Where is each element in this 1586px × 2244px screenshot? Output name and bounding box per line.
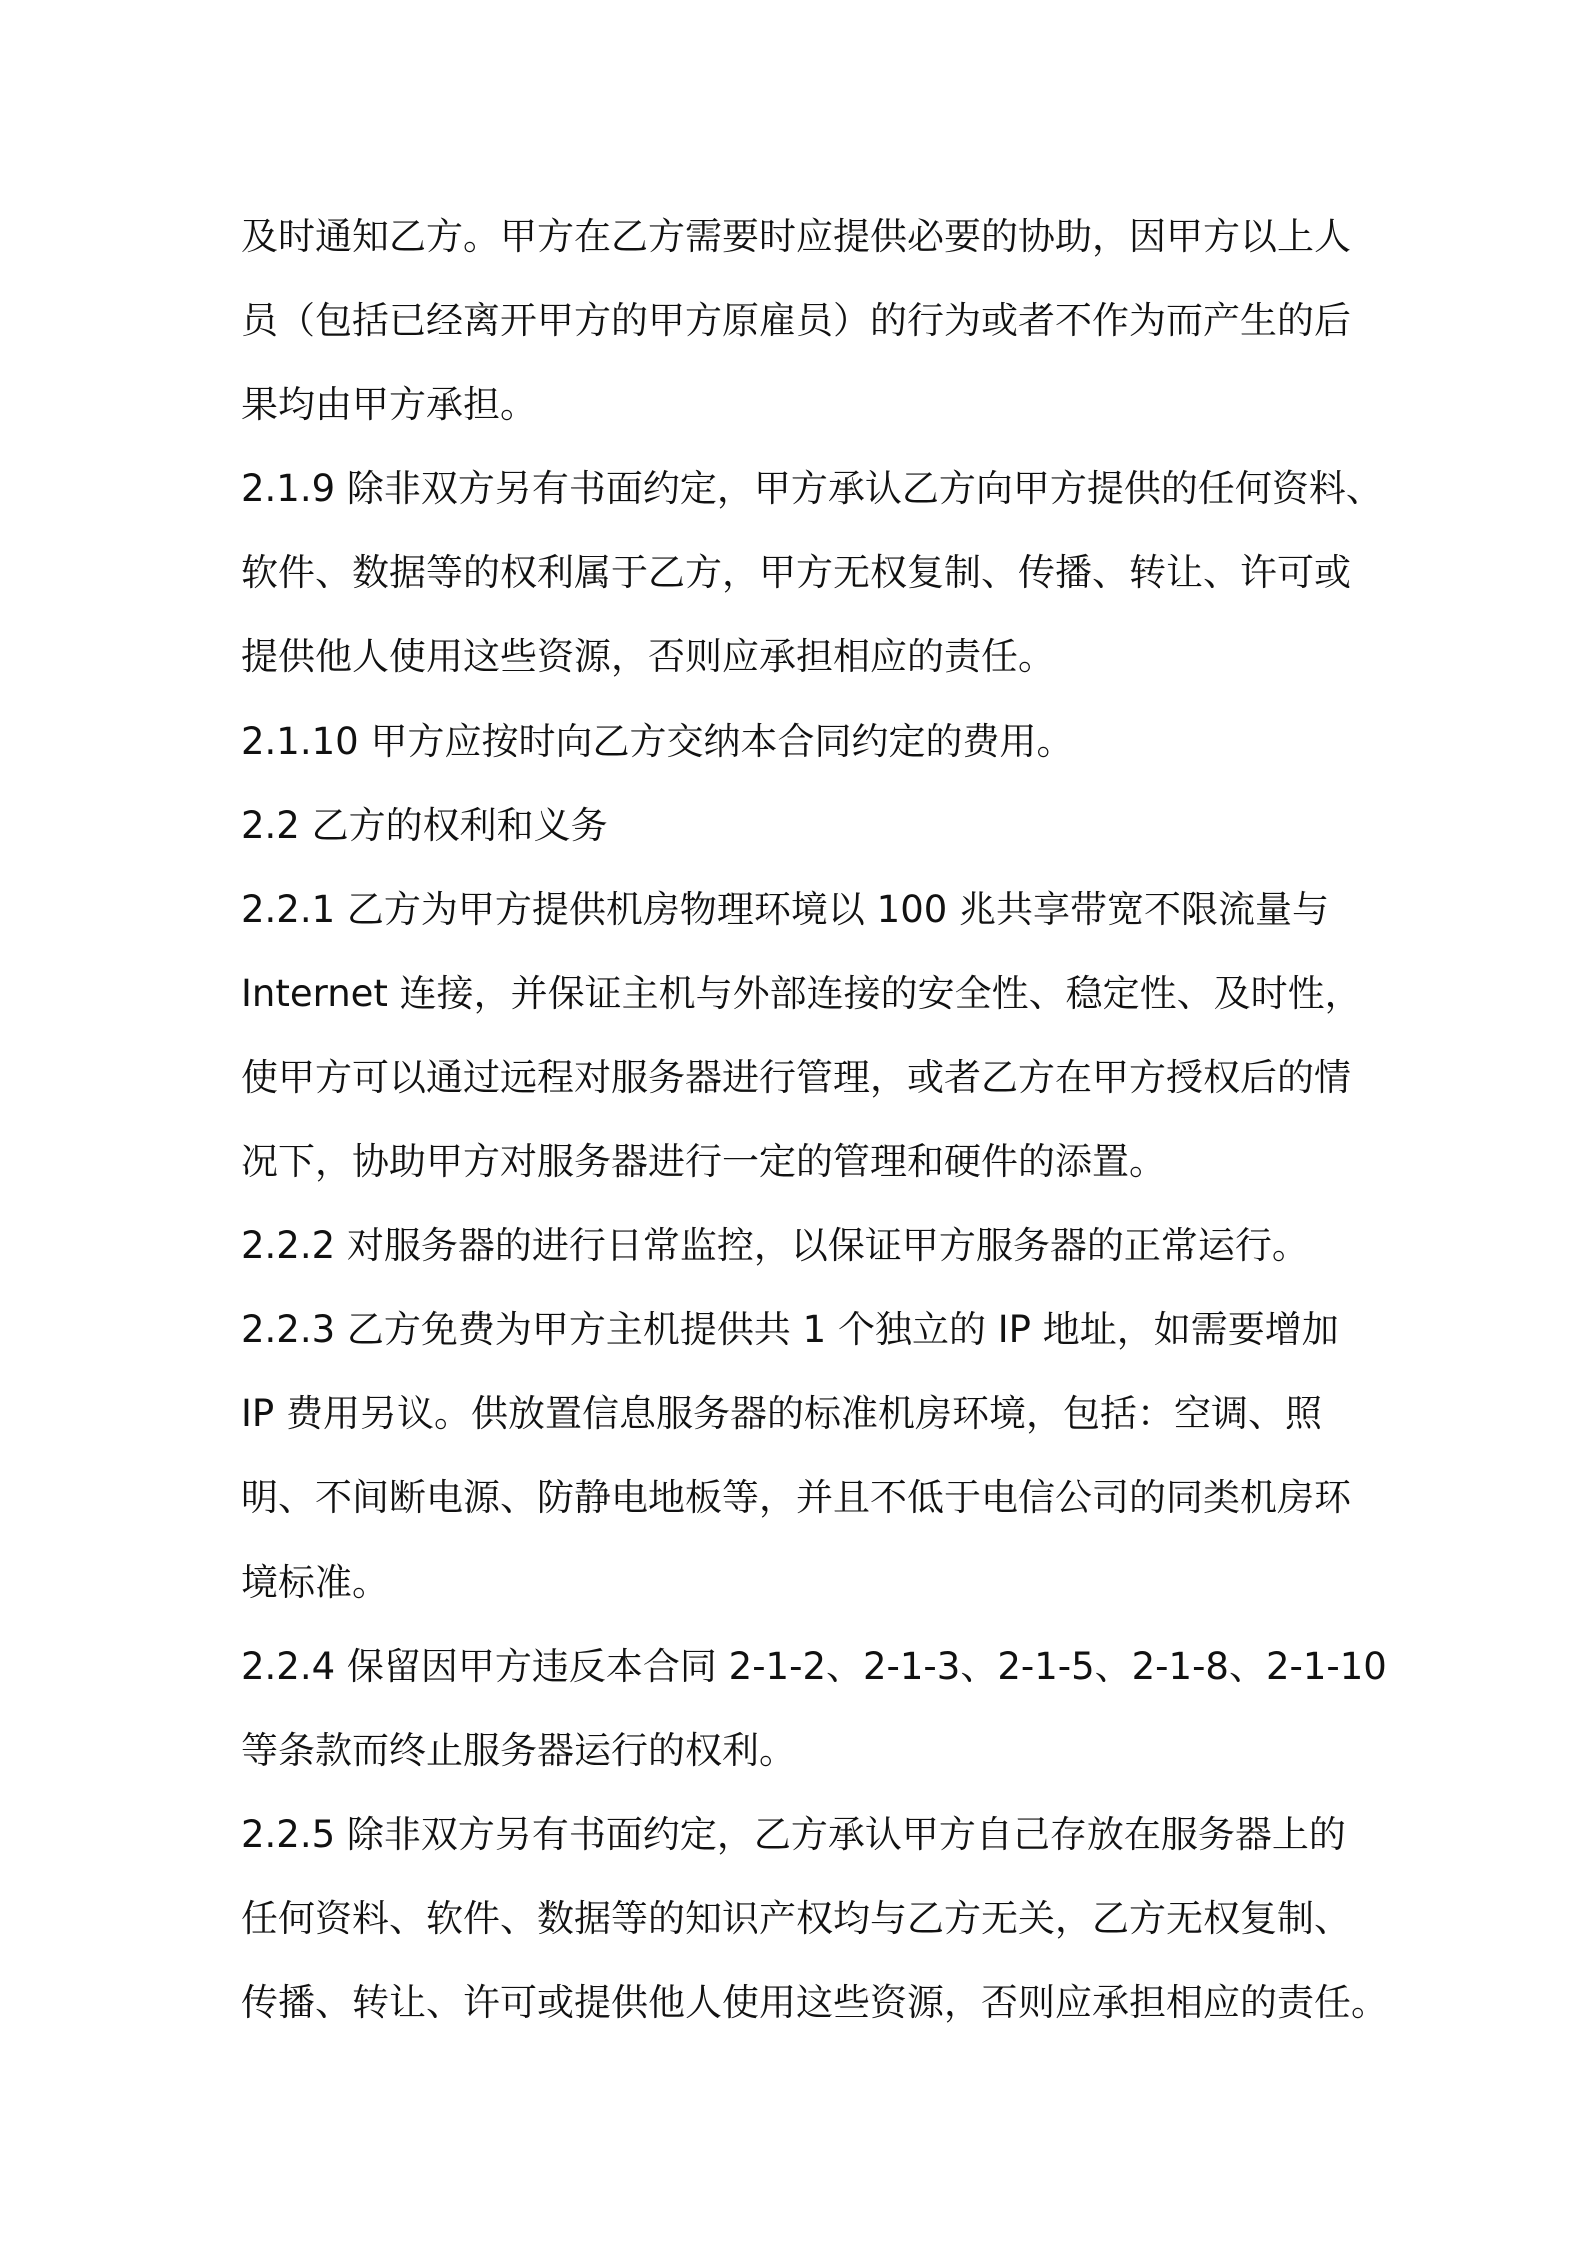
text-line: 况下，协助甲方对服务器进行一定的管理和硬件的添置。 xyxy=(241,1140,1166,1184)
text-line: 果均由甲方承担。 xyxy=(241,383,537,427)
text-line: 明、不间断电源、防静电地板等，并且不低于电信公司的同类机房环 xyxy=(241,1476,1351,1520)
contract-text xyxy=(241,195,1391,2045)
section-heading-2-2: 2.2 乙方的权利和义务 xyxy=(241,803,608,847)
text-line: 软件、数据等的权利属于乙方，甲方无权复制、传播、转让、许可或 xyxy=(241,551,1351,595)
text-line: 等条款而终止服务器运行的权利。 xyxy=(241,1728,796,1772)
text-line: 使甲方可以通过远程对服务器进行管理，或者乙方在甲方授权后的情 xyxy=(241,1055,1351,1099)
text-line: 传播、转让、许可或提供他人使用这些资源，否则应承担相应的责任。 xyxy=(241,1980,1388,2024)
clause-2-1-9: 2.1.9 除非双方另有书面约定，甲方承认乙方向甲方提供的任何资料、 xyxy=(241,467,1383,511)
text-line: 员（包括已经离开甲方的甲方原雇员）的行为或者不作为而产生的后 xyxy=(241,299,1351,343)
clause-2-2-1: 2.2.1 乙方为甲方提供机房物理环境以 100 兆共享带宽不限流量与 xyxy=(241,887,1330,931)
clause-2-2-5: 2.2.5 除非双方另有书面约定，乙方承认甲方自己存放在服务器上的 xyxy=(241,1812,1346,1856)
text-line: 境标准。 xyxy=(241,1560,389,1604)
text-line: 任何资料、软件、数据等的知识产权均与乙方无关，乙方无权复制、 xyxy=(241,1896,1351,1940)
text-line: IP 费用另议。供放置信息服务器的标准机房环境，包括：空调、照 xyxy=(241,1392,1322,1436)
text-line: Internet 连接，并保证主机与外部连接的安全性、稳定性、及时性， xyxy=(241,971,1362,1015)
clause-2-2-4: 2.2.4 保留因甲方违反本合同 2-1-2、2-1-3、2-1-5、2-1-8、2-1-10 xyxy=(241,1644,1387,1688)
clause-2-1-10: 2.1.10 甲方应按时向乙方交纳本合同约定的费用。 xyxy=(241,719,1074,763)
text-line: 及时通知乙方。甲方在乙方需要时应提供必要的协助，因甲方以上人 xyxy=(241,215,1351,258)
clause-2-2-2: 2.2.2 对服务器的进行日常监控，以保证甲方服务器的正常运行。 xyxy=(241,1224,1309,1268)
clause-2-2-3: 2.2.3 乙方免费为甲方主机提供共 1 个独立的 IP 地址，如需要增加 xyxy=(241,1308,1339,1352)
text-line: 提供他人使用这些资源，否则应承担相应的责任。 xyxy=(241,635,1055,679)
